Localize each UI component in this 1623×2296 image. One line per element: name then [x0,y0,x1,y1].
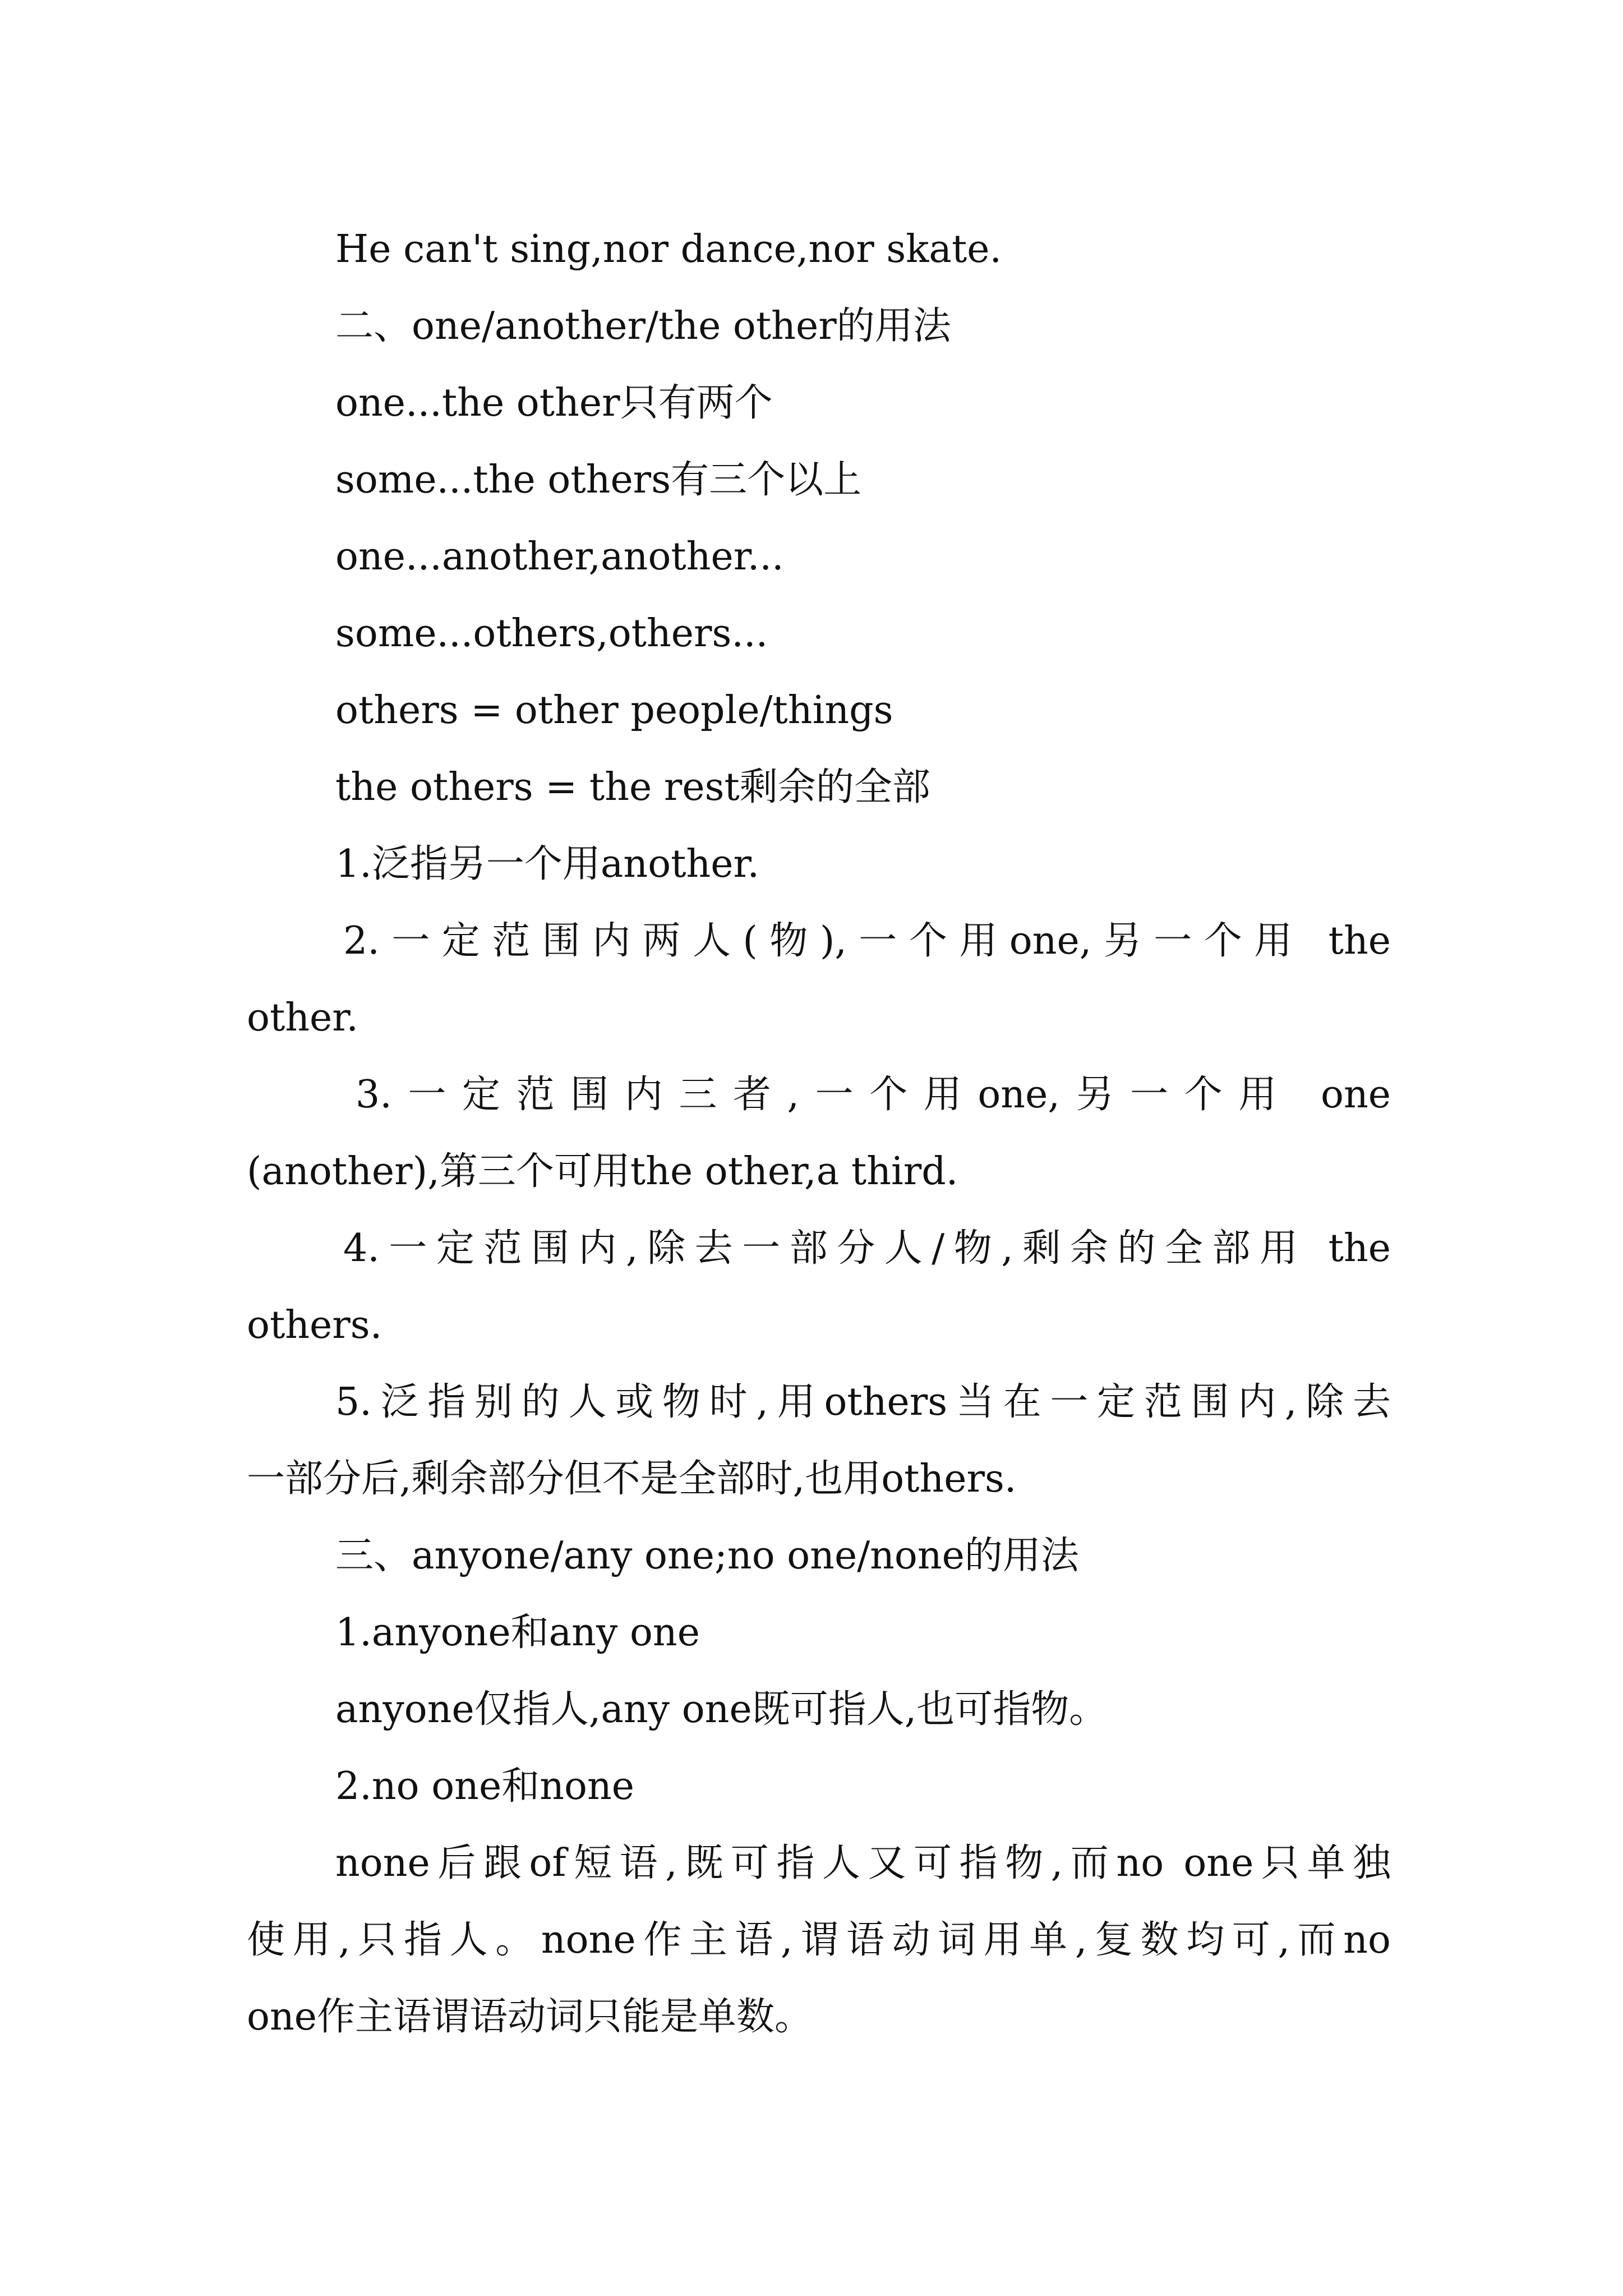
text-line-3: one...the other只有两个 [335,381,773,425]
text-line-7: others = other people/things [335,688,893,733]
text-line-24: one作主语谓语动词只能是单数。 [247,1995,813,2039]
text-line-21: 2.no one和none [335,1764,634,1809]
document-body [247,211,1391,2055]
text-line-12: 3.一定范围内三者,一个用one,另一个用 one [356,1073,1391,1117]
section-heading-2: 二、one/another/the other的用法 [335,304,951,348]
text-line-22: none后跟of短语,既可指人又可指物,而no one只单独 [335,1841,1391,1885]
text-line-1: He can't sing,nor dance,nor skate. [335,227,1002,272]
text-line-5: one...another,another... [335,535,784,579]
text-line-4: some...the others有三个以上 [335,458,862,502]
text-line-19: 1.anyone和any one [335,1611,700,1655]
text-line-15: others. [247,1303,382,1347]
text-line-13: (another),第三个可用the other,a third. [247,1149,958,1194]
text-line-10: 2.一定范围内两人(物),一个用one,另一个用 the [343,919,1391,963]
text-line-23: 使用,只指人。none作主语,谓语动词用单,复数均可,而no [247,1918,1391,1962]
text-line-6: some...others,others... [335,611,768,656]
text-line-14: 4.一定范围内,除去一部分人/物,剩余的全部用 the [343,1226,1391,1271]
text-line-9: 1.泛指另一个用another. [335,842,760,886]
text-line-8: the others = the rest剩余的全部 [335,765,930,809]
text-line-11: other. [247,996,358,1040]
text-line-17: 一部分后,剩余部分但不是全部时,也用others. [247,1457,1017,1501]
text-line-16: 5.泛指别的人或物时,用others当在一定范围内,除去 [335,1380,1391,1424]
text-line-20: anyone仅指人,any one既可指人,也可指物。 [335,1687,1108,1732]
section-heading-3: 三、anyone/any one;no one/none的用法 [335,1534,1079,1578]
